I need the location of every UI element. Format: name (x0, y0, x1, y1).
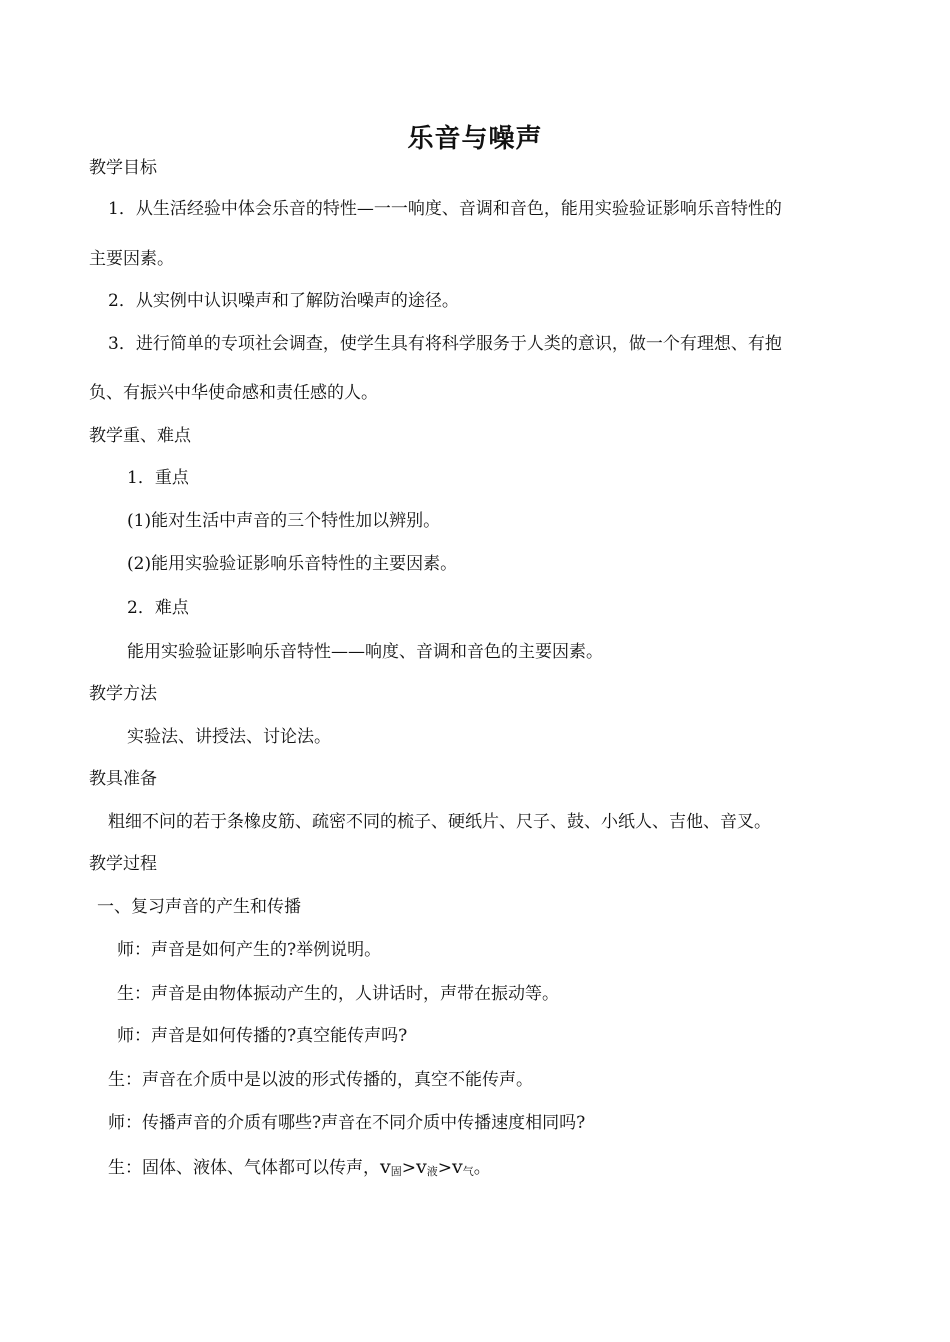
dialogue-student-1: 生：声音是由物体振动产生的，人讲话时，声带在振动等。 (117, 984, 559, 1004)
dialogue-student-3 (108, 1155, 491, 1184)
materials-text: 粗细不问的若于条橡皮筋、疏密不同的梳子、硬纸片、尺子、鼓、小纸人、吉他、音叉。 (108, 812, 771, 832)
methods-text: 实验法、讲授法、讨论法。 (127, 727, 331, 747)
velocity-symbol: v (380, 1156, 391, 1178)
dialogue-teacher-2: 师：声音是如何传播的?真空能传声吗? (117, 1026, 408, 1046)
objective-2: 2．从实例中认识噪声和了解防治噪声的途径。 (108, 291, 459, 311)
key-point-1: (1)能对生活中声音的三个特性加以辨别。 (127, 511, 441, 531)
difficulty-label: 2．难点 (127, 598, 189, 618)
dialogue-teacher-3: 师：传播声音的介质有哪些?声音在不同介质中传播速度相同吗? (108, 1113, 586, 1133)
objective-3-line-1: 3．进行简单的专项社会调查，使学生具有将科学服务于人类的意识，做一个有理想、有抱 (108, 334, 782, 354)
key-point-label: 1．重点 (127, 468, 189, 488)
dialogue-teacher-1: 师：声音是如何产生的?举例说明。 (117, 940, 382, 960)
heading-objectives: 教学目标 (89, 158, 157, 178)
process-part-1: 一、复习声音的产生和传播 (97, 897, 301, 917)
objective-3-line-2: 负、有振兴中华使命感和责任感的人。 (89, 383, 378, 403)
heading-key-points: 教学重、难点 (89, 426, 191, 446)
velocity-symbol: v (415, 1156, 427, 1178)
objective-1-line-2: 主要因素。 (89, 249, 174, 269)
key-point-2: (2)能用实验验证影响乐音特性的主要因素。 (127, 554, 458, 574)
page-title: 乐音与噪声 (407, 124, 543, 154)
dialogue-student-2: 生：声音在介质中是以波的形式传播的，真空不能传声。 (108, 1070, 533, 1090)
subscript-gas: 气 (462, 1165, 474, 1178)
greater-than-1: > (401, 1158, 416, 1178)
ending-period: 。 (473, 1158, 491, 1178)
greater-than-2: > (437, 1158, 452, 1178)
objective-1-line-1: 1．从生活经验中体会乐音的特性—一一响度、音调和音色，能用实验验证影响乐音特性的 (108, 199, 782, 219)
heading-process: 教学过程 (89, 854, 157, 874)
heading-methods: 教学方法 (89, 684, 157, 704)
difficulty-text: 能用实验验证影响乐音特性——响度、音调和音色的主要因素。 (127, 642, 603, 662)
heading-materials: 教具准备 (89, 769, 157, 789)
velocity-symbol: v (451, 1156, 463, 1178)
subscript-solid: 固 (390, 1165, 402, 1178)
subscript-liquid: 液 (426, 1165, 438, 1178)
dialogue-student-3-text: 生：固体、液体、气体都可以传声， (108, 1158, 380, 1178)
